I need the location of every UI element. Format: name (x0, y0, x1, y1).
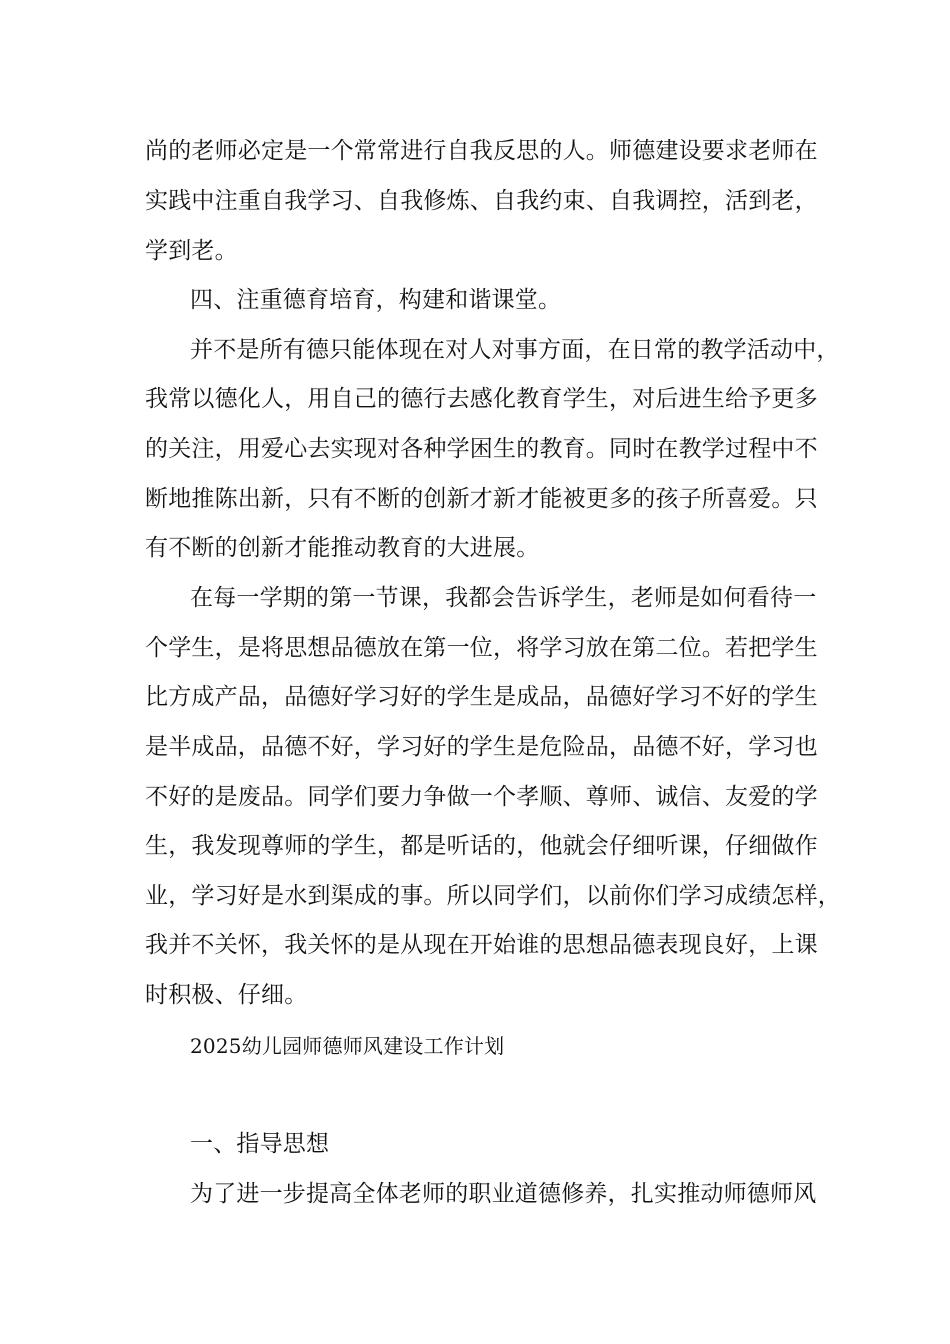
paragraph-line: 为了进一步提高全体老师的职业道德修养，扎实推动师德师风 (190, 1181, 817, 1207)
paragraph-line: 比方成产品，品德好学习好的学生是成品，品德好学习不好的学生 (145, 684, 818, 710)
paragraph-line: 尚的老师必定是一个常常进行自我反思的人。师德建设要求老师在 (145, 138, 818, 164)
paragraph-line: 个学生，是将思想品德放在第一位，将学习放在第二位。若把学生 (145, 635, 818, 661)
paragraph-line: 时积极、仔细。 (145, 982, 308, 1008)
section-heading: 一、指导思想 (190, 1131, 330, 1157)
paragraph-line: 实践中注重自我学习、自我修炼、自我约束、自我调控，活到老， (145, 188, 818, 214)
paragraph-line: 学到老。 (145, 238, 238, 264)
paragraph-line: 在每一学期的第一节课，我都会告诉学生，老师是如何看待一 (190, 585, 817, 611)
document-title: 2025幼儿园师德师风建设工作计划 (190, 1034, 505, 1058)
paragraph-line: 生，我发现尊师的学生，都是听话的，他就会仔细听课，仔细做作 (145, 833, 818, 859)
paragraph-line: 是半成品，品德不好，学习好的学生是危险品，品德不好，学习也 (145, 734, 818, 760)
paragraph-line: 我并不关怀，我关怀的是从现在开始谁的思想品德表现良好，上课 (145, 932, 818, 958)
paragraph-line: 并不是所有德只能体现在对人对事方面，在日常的教学活动中， (190, 337, 840, 363)
paragraph-line: 有不断的创新才能推动教育的大进展。 (145, 535, 540, 561)
paragraph-line: 断地推陈出新，只有不断的创新才新才能被更多的孩子所喜爱。只 (145, 486, 818, 512)
paragraph-line: 业，学习好是水到渠成的事。所以同学们，以前你们学习成绩怎样， (145, 883, 841, 909)
paragraph-line: 不好的是废品。同学们要力争做一个孝顺、尊师、诚信、友爱的学 (145, 784, 818, 810)
paragraph-line: 的关注，用爱心去实现对各种学困生的教育。同时在教学过程中不 (145, 436, 818, 462)
paragraph-line: 我常以德化人，用自己的德行去感化教育学生，对后进生给予更多 (145, 386, 818, 412)
section-heading: 四、注重德育培育，构建和谐课堂。 (190, 287, 562, 313)
